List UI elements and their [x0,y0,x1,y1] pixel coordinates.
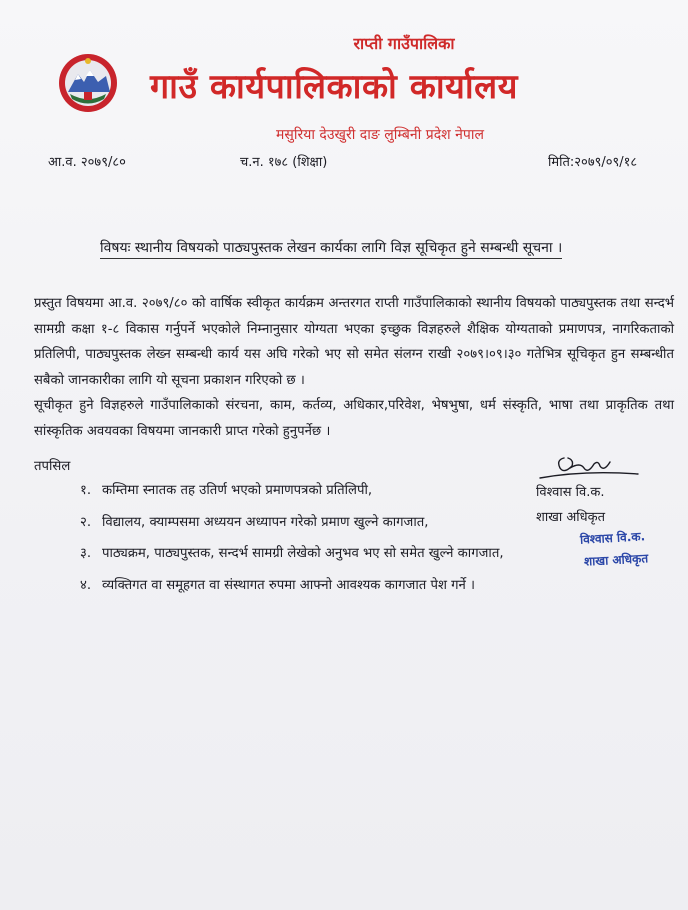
list-item [80,575,504,607]
stamp-name: विश्वास वि.क. [579,529,646,547]
nepal-emblem-icon [54,52,122,114]
reference-number: च.न. १७८ (शिक्षा) [240,155,328,170]
signatory-title: शाखा अधिकृत [536,510,606,525]
list-number: १. [80,483,92,498]
stamp-title: शाखा अधिकृत [583,551,649,569]
handwritten-signature-icon [534,452,646,482]
fiscal-year: आ.व. २०७९/८० [48,155,126,170]
letter-date: मिति:२०७९/०९/१८ [548,155,638,170]
details-heading: तपसिल [34,459,71,474]
body-paragraph: प्रस्तुत विषयमा आ.व. २०७९/८० को वार्षिक स्वीकृत कार्यक्रम अन्तरगत राप्ती गाउँपालिकाको स्थानीय विषयको पाठ्यपुस्तक तथा सन्दर्भ सामग्री कक्षा १-८ विकास गर्नुपर्ने भएकोले निम्नानुसार योग्यता भएका इच्छुक विज्ञहरुले शैक्षिक योग्यताको प्रमाणपत्र, नागरिकताको प्रतिलिपी, पाठ्यपुस्तक लेख्न सम्बन्धी कार्य यस अघि गरेको भए सो समेत संलग्न राखी २०७९।०९।३० गतेभित्र सूचिकृत हुन सम्बन्धीत सबैको जानकारीका लागि यो सूचना प्रकाशन गरिएको छ । [34,296,674,388]
body-paragraph: सूचीकृत हुने विज्ञहरुले गाउँपालिकाको संरचना, काम, कर्तव्य, अधिकार,परिवेश, भेषभुषा, धर्म संस्कृति, भाषा तथा प्राकृतिक तथा सांस्कृतिक अवयवका विषयमा जानकारी प्राप्त गरेको हुनुपर्नेछ । [34,398,674,439]
list-number: २. [80,514,92,530]
list-item [80,512,504,544]
signatory-name: विश्वास वि.क. [536,485,605,500]
list-item [80,480,504,512]
list-item [80,543,504,575]
list-text: विद्यालय, क्याम्पसमा अध्ययन अध्यापन गरेको प्रमाण खुल्ने कागजात, [102,514,429,530]
list-text: कम्तिमा स्नातक तह उतिर्ण भएको प्रमाणपत्रको प्रतिलिपी, [102,483,373,498]
list-number: ४. [80,577,92,593]
list-text: पाठ्यक्रम, पाठ्यपुस्तक, सन्दर्भ सामग्री लेखेको अनुभव भए सो समेत खुल्ने कागजात, [102,546,504,561]
requirements-list [80,480,504,606]
office-title: गाउँ कार्यपालिकाको कार्यालय [150,67,518,107]
letter-body [34,291,674,445]
list-number: ३. [80,546,92,561]
office-address: मसुरिया देउखुरी दाङ लुम्बिनी प्रदेश नेपाल [276,127,484,143]
subject-line: विषयः स्थानीय विषयको पाठ्यपुस्तक लेखन कार्यका लागि विज्ञ सूचिकृत हुने सम्बन्धी सूचना । [100,238,562,259]
municipality-name: राप्ती गाउँपालिका [353,34,455,53]
list-text: व्यक्तिगत वा समूहगत वा संस्थागत रुपमा आफ्नो आवश्यक कागजात पेश गर्ने । [102,577,476,593]
